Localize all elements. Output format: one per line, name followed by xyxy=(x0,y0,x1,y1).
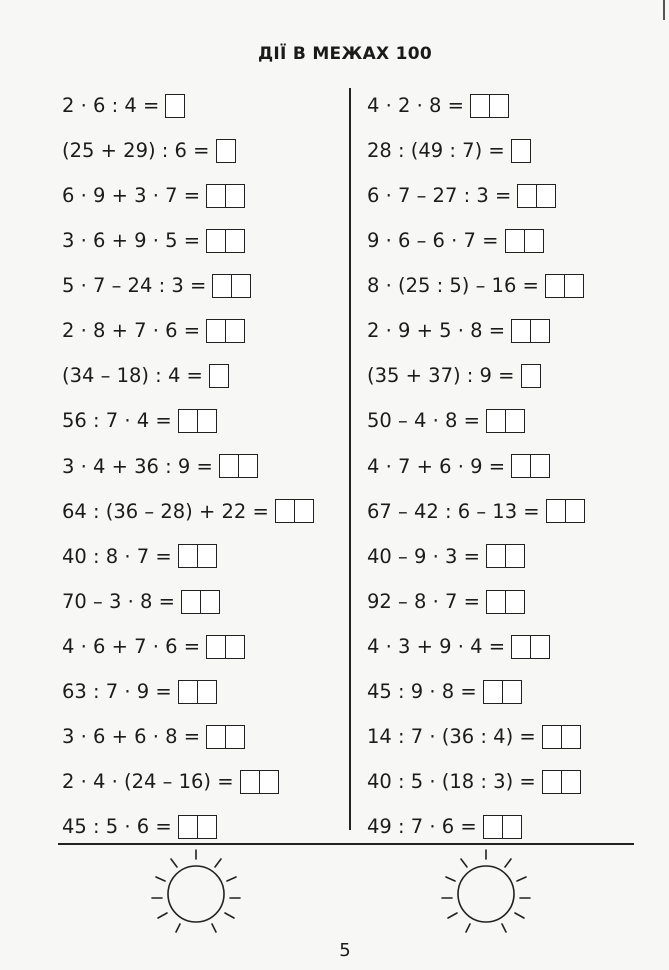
answer-box[interactable] xyxy=(206,635,245,659)
answer-box[interactable] xyxy=(545,274,584,298)
exercise-expression: 4 · 3 + 9 · 4 = xyxy=(367,634,506,658)
answer-digit-cell[interactable] xyxy=(530,636,549,658)
answer-box[interactable] xyxy=(511,454,550,478)
exercise-row xyxy=(367,624,585,669)
exercise-expression: 64 : (36 – 28) + 22 = xyxy=(62,499,269,523)
exercise-expression: (34 – 18) : 4 = xyxy=(62,364,203,388)
exercise-expression: 14 : 7 · (36 : 4) = xyxy=(367,725,536,749)
answer-digit-cell[interactable] xyxy=(506,230,524,252)
exercise-expression: 92 – 8 · 7 = xyxy=(367,589,480,613)
answer-digit-cell[interactable] xyxy=(179,410,197,432)
exercise-expression: (35 + 37) : 9 = xyxy=(367,364,515,388)
answer-digit-cell[interactable] xyxy=(207,185,225,207)
answer-digit-cell[interactable] xyxy=(179,681,197,703)
answer-box[interactable] xyxy=(521,364,541,388)
exercise-row xyxy=(367,354,585,399)
answer-box[interactable] xyxy=(181,590,220,614)
answer-digit-cell[interactable] xyxy=(564,275,583,297)
answer-digit-cell[interactable] xyxy=(543,726,561,748)
exercise-row xyxy=(62,354,314,399)
answer-digit-cell[interactable] xyxy=(484,681,502,703)
answer-digit-cell[interactable] xyxy=(561,726,580,748)
answer-digit-cell[interactable] xyxy=(512,455,530,477)
answer-box[interactable] xyxy=(206,229,245,253)
answer-digit-cell[interactable] xyxy=(512,320,530,342)
answer-digit-cell[interactable] xyxy=(197,410,216,432)
answer-digit-cell[interactable] xyxy=(166,95,184,117)
answer-box[interactable] xyxy=(209,364,229,388)
exercise-row xyxy=(62,83,314,128)
answer-digit-cell[interactable] xyxy=(565,500,584,522)
answer-box[interactable] xyxy=(178,815,217,839)
exercise-expression: 2 · 8 + 7 · 6 = xyxy=(62,319,201,343)
sun-icon xyxy=(438,846,534,940)
exercise-expression: 67 – 42 : 6 – 13 = xyxy=(367,499,540,523)
exercise-expression: 40 : 8 · 7 = xyxy=(62,544,172,568)
exercise-expression: 2 · 4 · (24 – 16) = xyxy=(62,770,234,794)
answer-digit-cell[interactable] xyxy=(207,726,225,748)
answer-box[interactable] xyxy=(178,680,217,704)
exercise-row xyxy=(62,173,314,218)
answer-box[interactable] xyxy=(486,590,525,614)
answer-box[interactable] xyxy=(212,274,251,298)
exercise-expression: 5 · 7 – 24 : 3 = xyxy=(62,274,207,298)
answer-digit-cell[interactable] xyxy=(502,816,521,838)
exercise-expression: 3 · 6 + 9 · 5 = xyxy=(62,229,201,253)
answer-digit-cell[interactable] xyxy=(294,500,313,522)
answer-box[interactable] xyxy=(206,725,245,749)
answer-digit-cell[interactable] xyxy=(546,275,564,297)
answer-box[interactable] xyxy=(483,680,522,704)
answer-digit-cell[interactable] xyxy=(505,545,524,567)
exercise-row xyxy=(62,669,314,714)
answer-digit-cell[interactable] xyxy=(524,230,543,252)
answer-digit-cell[interactable] xyxy=(213,275,231,297)
answer-digit-cell[interactable] xyxy=(487,591,505,613)
exercise-row xyxy=(367,218,585,263)
sun-icon xyxy=(148,846,244,940)
exercise-expression: 28 : (49 : 7) = xyxy=(367,138,505,162)
exercise-row xyxy=(367,669,585,714)
answer-box[interactable] xyxy=(219,454,258,478)
answer-digit-cell[interactable] xyxy=(484,816,502,838)
answer-box[interactable] xyxy=(517,184,556,208)
exercise-row xyxy=(62,444,314,489)
exercise-row xyxy=(367,173,585,218)
footer-line xyxy=(58,843,634,845)
exercise-row xyxy=(62,714,314,759)
answer-box[interactable] xyxy=(542,770,581,794)
exercise-row xyxy=(62,759,314,804)
answer-digit-cell[interactable] xyxy=(179,816,197,838)
answer-box[interactable] xyxy=(178,409,217,433)
answer-box[interactable] xyxy=(486,544,525,568)
exercise-expression: 6 · 7 – 27 : 3 = xyxy=(367,183,512,207)
right-exercise-column xyxy=(367,83,585,850)
answer-box[interactable] xyxy=(240,770,279,794)
answer-box[interactable] xyxy=(546,499,585,523)
exercise-row xyxy=(62,489,314,534)
answer-digit-cell[interactable] xyxy=(505,591,524,613)
exercise-row xyxy=(367,399,585,444)
answer-digit-cell[interactable] xyxy=(217,140,235,162)
answer-box[interactable] xyxy=(206,184,245,208)
answer-box[interactable] xyxy=(486,409,525,433)
answer-digit-cell[interactable] xyxy=(182,591,200,613)
exercise-expression: 63 : 7 · 9 = xyxy=(62,680,172,704)
answer-digit-cell[interactable] xyxy=(225,230,244,252)
answer-digit-cell[interactable] xyxy=(536,185,555,207)
exercise-row xyxy=(62,534,314,579)
answer-digit-cell[interactable] xyxy=(547,500,565,522)
answer-digit-cell[interactable] xyxy=(276,500,294,522)
exercise-expression: 4 · 7 + 6 · 9 = xyxy=(367,454,506,478)
exercise-expression: 40 – 9 · 3 = xyxy=(367,544,480,568)
exercise-expression: 45 : 9 · 8 = xyxy=(367,680,477,704)
exercise-row xyxy=(62,308,314,353)
exercise-row xyxy=(367,128,585,173)
answer-digit-cell[interactable] xyxy=(225,636,244,658)
exercise-expression: 4 · 2 · 8 = xyxy=(367,93,464,117)
exercise-row xyxy=(62,399,314,444)
answer-box[interactable] xyxy=(216,139,236,163)
exercise-expression: 9 · 6 – 6 · 7 = xyxy=(367,229,499,253)
answer-box[interactable] xyxy=(511,635,550,659)
answer-digit-cell[interactable] xyxy=(207,320,225,342)
page-edge-mark xyxy=(663,0,665,20)
answer-box[interactable] xyxy=(483,815,522,839)
exercise-row xyxy=(367,579,585,624)
exercise-expression: 49 : 7 · 6 = xyxy=(367,815,477,839)
exercise-expression: 56 : 7 · 4 = xyxy=(62,409,172,433)
exercise-expression: 3 · 6 + 6 · 8 = xyxy=(62,725,201,749)
exercise-expression: 2 · 6 : 4 = xyxy=(62,93,160,117)
answer-digit-cell[interactable] xyxy=(225,726,244,748)
answer-digit-cell[interactable] xyxy=(207,636,225,658)
answer-digit-cell[interactable] xyxy=(207,230,225,252)
answer-digit-cell[interactable] xyxy=(512,636,530,658)
answer-digit-cell[interactable] xyxy=(543,771,561,793)
answer-digit-cell[interactable] xyxy=(487,410,505,432)
answer-digit-cell[interactable] xyxy=(489,95,508,117)
answer-box[interactable] xyxy=(505,229,544,253)
exercise-expression: 70 – 3 · 8 = xyxy=(62,589,175,613)
answer-digit-cell[interactable] xyxy=(179,545,197,567)
exercise-row xyxy=(367,534,585,579)
answer-digit-cell[interactable] xyxy=(259,771,278,793)
exercise-row xyxy=(62,579,314,624)
answer-digit-cell[interactable] xyxy=(471,95,489,117)
page-title: ДІЇ В МЕЖАХ 100 xyxy=(257,44,433,64)
answer-digit-cell[interactable] xyxy=(505,410,524,432)
column-divider xyxy=(349,88,351,830)
answer-box[interactable] xyxy=(165,94,185,118)
exercise-expression: 8 · (25 : 5) – 16 = xyxy=(367,274,539,298)
answer-digit-cell[interactable] xyxy=(241,771,259,793)
exercise-row xyxy=(367,308,585,353)
exercise-row xyxy=(367,759,585,804)
answer-digit-cell[interactable] xyxy=(210,365,228,387)
answer-digit-cell[interactable] xyxy=(522,365,540,387)
answer-digit-cell[interactable] xyxy=(225,320,244,342)
answer-digit-cell[interactable] xyxy=(487,545,505,567)
page-number: 5 xyxy=(339,940,351,961)
left-exercise-column xyxy=(62,83,314,850)
exercise-expression: 3 · 4 + 36 : 9 = xyxy=(62,454,213,478)
exercise-expression: 50 – 4 · 8 = xyxy=(367,409,480,433)
exercise-expression: 45 : 5 · 6 = xyxy=(62,815,172,839)
exercise-expression: 6 · 9 + 3 · 7 = xyxy=(62,183,201,207)
answer-box[interactable] xyxy=(275,499,314,523)
exercise-expression: 4 · 6 + 7 · 6 = xyxy=(62,634,201,658)
exercise-row xyxy=(367,263,585,308)
answer-digit-cell[interactable] xyxy=(197,545,216,567)
answer-digit-cell[interactable] xyxy=(502,681,521,703)
answer-digit-cell[interactable] xyxy=(231,275,250,297)
answer-digit-cell[interactable] xyxy=(225,185,244,207)
exercise-expression: 2 · 9 + 5 · 8 = xyxy=(367,319,506,343)
answer-digit-cell[interactable] xyxy=(518,185,536,207)
answer-digit-cell[interactable] xyxy=(197,681,216,703)
exercise-row xyxy=(62,263,314,308)
answer-digit-cell[interactable] xyxy=(220,455,238,477)
exercise-row xyxy=(62,128,314,173)
exercise-expression: 40 : 5 · (18 : 3) = xyxy=(367,770,536,794)
answer-digit-cell[interactable] xyxy=(561,771,580,793)
answer-box[interactable] xyxy=(511,319,550,343)
exercise-row xyxy=(367,714,585,759)
exercise-expression: (25 + 29) : 6 = xyxy=(62,138,210,162)
answer-digit-cell[interactable] xyxy=(197,816,216,838)
exercise-row xyxy=(62,218,314,263)
answer-digit-cell[interactable] xyxy=(238,455,257,477)
answer-digit-cell[interactable] xyxy=(200,591,219,613)
answer-digit-cell[interactable] xyxy=(530,320,549,342)
exercise-row xyxy=(62,624,314,669)
exercise-row xyxy=(367,83,585,128)
answer-box[interactable] xyxy=(511,139,531,163)
answer-digit-cell[interactable] xyxy=(512,140,530,162)
exercise-row xyxy=(367,444,585,489)
answer-digit-cell[interactable] xyxy=(530,455,549,477)
answer-box[interactable] xyxy=(178,544,217,568)
answer-box[interactable] xyxy=(206,319,245,343)
answer-box[interactable] xyxy=(470,94,509,118)
exercise-row xyxy=(367,489,585,534)
answer-box[interactable] xyxy=(542,725,581,749)
